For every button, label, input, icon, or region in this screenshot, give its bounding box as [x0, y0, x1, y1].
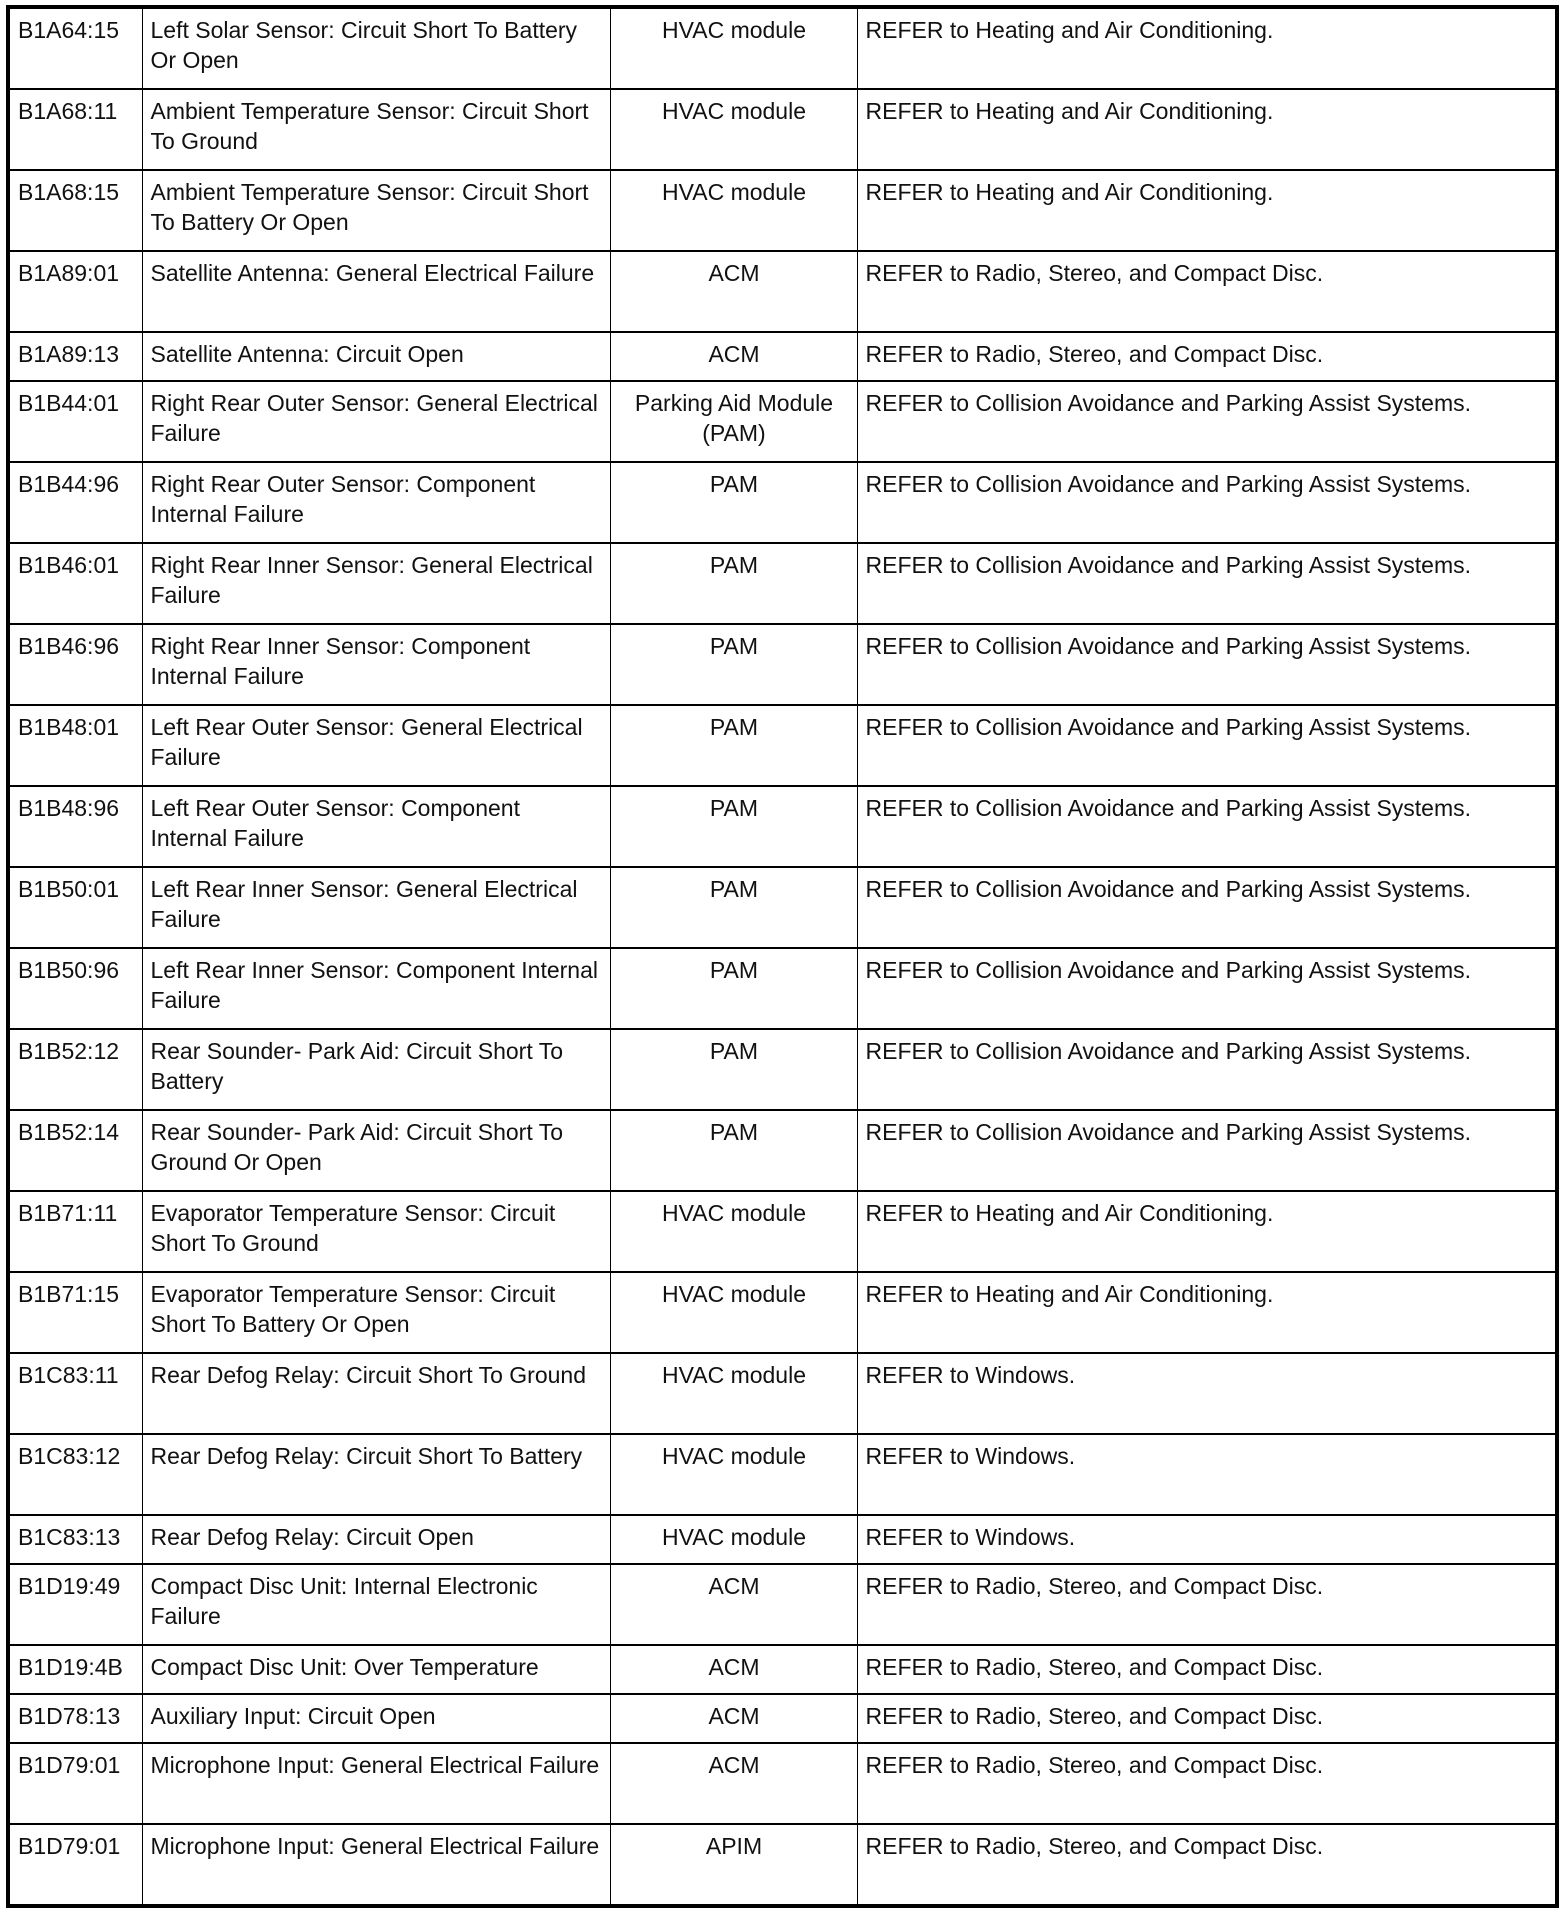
module-cell: HVAC module [610, 1353, 857, 1434]
table-row [8, 1824, 1557, 1906]
table-row [8, 1743, 1557, 1824]
dtc-table [6, 5, 1559, 1908]
module-cell: HVAC module [610, 1191, 857, 1272]
dtc-code-cell: B1B52:12 [8, 1029, 142, 1110]
action-cell: REFER to Radio, Stereo, and Compact Disc. [857, 332, 1557, 381]
dtc-code-cell: B1B50:01 [8, 867, 142, 948]
action-cell: REFER to Collision Avoidance and Parking Assist Systems. [857, 543, 1557, 624]
action-cell: REFER to Radio, Stereo, and Compact Disc. [857, 251, 1557, 332]
description-cell: Evaporator Temperature Sensor: Circuit Short To Battery Or Open [142, 1272, 610, 1353]
table-row [8, 381, 1557, 462]
table-row [8, 170, 1557, 251]
table-row [8, 1564, 1557, 1645]
dtc-code-cell: B1A89:01 [8, 251, 142, 332]
dtc-code-cell: B1B48:96 [8, 786, 142, 867]
module-cell: PAM [610, 948, 857, 1029]
dtc-code-cell: B1B46:96 [8, 624, 142, 705]
description-cell: Left Rear Inner Sensor: Component Internal Failure [142, 948, 610, 1029]
module-cell: ACM [610, 1694, 857, 1743]
module-cell: ACM [610, 251, 857, 332]
table-row [8, 1191, 1557, 1272]
description-cell: Compact Disc Unit: Over Temperature [142, 1645, 610, 1694]
module-cell: HVAC module [610, 7, 857, 89]
dtc-code-cell: B1A68:11 [8, 89, 142, 170]
description-cell: Rear Sounder- Park Aid: Circuit Short To Ground Or Open [142, 1110, 610, 1191]
dtc-code-cell: B1B71:15 [8, 1272, 142, 1353]
description-cell: Auxiliary Input: Circuit Open [142, 1694, 610, 1743]
module-cell: HVAC module [610, 1434, 857, 1515]
description-cell: Compact Disc Unit: Internal Electronic Failure [142, 1564, 610, 1645]
table-row [8, 1645, 1557, 1694]
description-cell: Satellite Antenna: Circuit Open [142, 332, 610, 381]
description-cell: Left Rear Outer Sensor: General Electrical Failure [142, 705, 610, 786]
action-cell: REFER to Radio, Stereo, and Compact Disc. [857, 1743, 1557, 1824]
dtc-code-cell: B1D19:49 [8, 1564, 142, 1645]
action-cell: REFER to Collision Avoidance and Parking Assist Systems. [857, 1110, 1557, 1191]
dtc-code-cell: B1A68:15 [8, 170, 142, 251]
dtc-code-cell: B1B44:96 [8, 462, 142, 543]
action-cell: REFER to Radio, Stereo, and Compact Disc. [857, 1824, 1557, 1906]
dtc-code-cell: B1C83:11 [8, 1353, 142, 1434]
description-cell: Rear Defog Relay: Circuit Short To Ground [142, 1353, 610, 1434]
table-row [8, 89, 1557, 170]
module-cell: APIM [610, 1824, 857, 1906]
table-row [8, 1694, 1557, 1743]
dtc-code-cell: B1A64:15 [8, 7, 142, 89]
module-cell: PAM [610, 867, 857, 948]
dtc-code-cell: B1B44:01 [8, 381, 142, 462]
module-cell: PAM [610, 786, 857, 867]
dtc-code-cell: B1B46:01 [8, 543, 142, 624]
action-cell: REFER to Radio, Stereo, and Compact Disc. [857, 1645, 1557, 1694]
action-cell: REFER to Heating and Air Conditioning. [857, 1191, 1557, 1272]
module-cell: PAM [610, 1110, 857, 1191]
action-cell: REFER to Collision Avoidance and Parking Assist Systems. [857, 867, 1557, 948]
dtc-code-cell: B1D19:4B [8, 1645, 142, 1694]
module-cell: PAM [610, 1029, 857, 1110]
action-cell: REFER to Collision Avoidance and Parking Assist Systems. [857, 624, 1557, 705]
module-cell: Parking Aid Module (PAM) [610, 381, 857, 462]
action-cell: REFER to Heating and Air Conditioning. [857, 7, 1557, 89]
description-cell: Ambient Temperature Sensor: Circuit Short To Battery Or Open [142, 170, 610, 251]
description-cell: Right Rear Outer Sensor: Component Internal Failure [142, 462, 610, 543]
table-row [8, 1110, 1557, 1191]
dtc-code-cell: B1A89:13 [8, 332, 142, 381]
table-row [8, 1029, 1557, 1110]
description-cell: Left Rear Outer Sensor: Component Internal Failure [142, 786, 610, 867]
action-cell: REFER to Collision Avoidance and Parking Assist Systems. [857, 948, 1557, 1029]
table-row [8, 1515, 1557, 1564]
description-cell: Left Rear Inner Sensor: General Electrical Failure [142, 867, 610, 948]
module-cell: HVAC module [610, 1515, 857, 1564]
table-row [8, 1353, 1557, 1434]
action-cell: REFER to Heating and Air Conditioning. [857, 1272, 1557, 1353]
table-row [8, 624, 1557, 705]
action-cell: REFER to Windows. [857, 1434, 1557, 1515]
action-cell: REFER to Collision Avoidance and Parking Assist Systems. [857, 462, 1557, 543]
action-cell: REFER to Windows. [857, 1353, 1557, 1434]
description-cell: Rear Defog Relay: Circuit Open [142, 1515, 610, 1564]
table-row [8, 1272, 1557, 1353]
module-cell: HVAC module [610, 89, 857, 170]
action-cell: REFER to Collision Avoidance and Parking Assist Systems. [857, 705, 1557, 786]
description-cell: Left Solar Sensor: Circuit Short To Battery Or Open [142, 7, 610, 89]
action-cell: REFER to Collision Avoidance and Parking Assist Systems. [857, 1029, 1557, 1110]
dtc-code-cell: B1D79:01 [8, 1743, 142, 1824]
description-cell: Evaporator Temperature Sensor: Circuit Short To Ground [142, 1191, 610, 1272]
table-row [8, 251, 1557, 332]
table-row [8, 705, 1557, 786]
description-cell: Microphone Input: General Electrical Failure [142, 1824, 610, 1906]
description-cell: Microphone Input: General Electrical Failure [142, 1743, 610, 1824]
dtc-code-cell: B1B50:96 [8, 948, 142, 1029]
description-cell: Right Rear Outer Sensor: General Electrical Failure [142, 381, 610, 462]
table-row [8, 7, 1557, 89]
module-cell: ACM [610, 1564, 857, 1645]
action-cell: REFER to Collision Avoidance and Parking Assist Systems. [857, 381, 1557, 462]
module-cell: ACM [610, 332, 857, 381]
table-row [8, 1434, 1557, 1515]
module-cell: PAM [610, 624, 857, 705]
description-cell: Right Rear Inner Sensor: Component Internal Failure [142, 624, 610, 705]
description-cell: Ambient Temperature Sensor: Circuit Short To Ground [142, 89, 610, 170]
description-cell: Satellite Antenna: General Electrical Failure [142, 251, 610, 332]
dtc-code-cell: B1C83:13 [8, 1515, 142, 1564]
action-cell: REFER to Collision Avoidance and Parking Assist Systems. [857, 786, 1557, 867]
module-cell: PAM [610, 543, 857, 624]
dtc-code-cell: B1B52:14 [8, 1110, 142, 1191]
description-cell: Rear Defog Relay: Circuit Short To Battery [142, 1434, 610, 1515]
module-cell: PAM [610, 705, 857, 786]
module-cell: ACM [610, 1645, 857, 1694]
action-cell: REFER to Radio, Stereo, and Compact Disc. [857, 1694, 1557, 1743]
table-row [8, 867, 1557, 948]
dtc-code-cell: B1B71:11 [8, 1191, 142, 1272]
action-cell: REFER to Radio, Stereo, and Compact Disc. [857, 1564, 1557, 1645]
description-cell: Rear Sounder- Park Aid: Circuit Short To Battery [142, 1029, 610, 1110]
table-row [8, 332, 1557, 381]
description-cell: Right Rear Inner Sensor: General Electrical Failure [142, 543, 610, 624]
module-cell: PAM [610, 462, 857, 543]
table-row [8, 786, 1557, 867]
table-row [8, 543, 1557, 624]
action-cell: REFER to Heating and Air Conditioning. [857, 89, 1557, 170]
module-cell: HVAC module [610, 1272, 857, 1353]
dtc-code-cell: B1D78:13 [8, 1694, 142, 1743]
dtc-table-body [8, 7, 1557, 1906]
action-cell: REFER to Heating and Air Conditioning. [857, 170, 1557, 251]
action-cell: REFER to Windows. [857, 1515, 1557, 1564]
module-cell: ACM [610, 1743, 857, 1824]
table-row [8, 462, 1557, 543]
dtc-code-cell: B1B48:01 [8, 705, 142, 786]
dtc-code-cell: B1D79:01 [8, 1824, 142, 1906]
module-cell: HVAC module [610, 170, 857, 251]
dtc-code-cell: B1C83:12 [8, 1434, 142, 1515]
table-row [8, 948, 1557, 1029]
